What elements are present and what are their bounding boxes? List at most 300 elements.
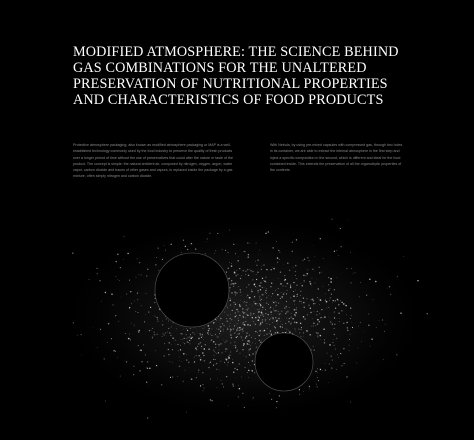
particle-dot (369, 279, 371, 281)
particle-dot (346, 314, 347, 315)
particle-dot (257, 288, 258, 289)
particle-dot (175, 340, 176, 341)
particle-dot (93, 327, 94, 328)
particle-dot (261, 299, 262, 300)
particle-dot (147, 418, 148, 419)
particle-dot (242, 393, 243, 394)
particle-dot (229, 355, 230, 356)
particle-dot (246, 332, 247, 333)
particle-dot (331, 294, 332, 295)
particle-dot (170, 335, 171, 336)
particle-dot (175, 344, 176, 345)
particle-dot (117, 357, 118, 358)
particle-dot (237, 369, 238, 370)
particle-dot (219, 344, 220, 345)
particle-dot (236, 330, 237, 331)
particle-dot (248, 275, 249, 276)
particle-dot (314, 303, 315, 304)
particle-dot (225, 250, 226, 251)
particle-dot (295, 331, 296, 332)
particle-dot (220, 327, 221, 328)
particle-dot (162, 259, 163, 260)
particle-dot (240, 289, 241, 290)
particle-dot (191, 337, 193, 339)
particle-dot (263, 316, 264, 317)
particle-dot (136, 277, 137, 278)
particle-dot (277, 294, 279, 296)
particle-dot (285, 313, 286, 314)
particle-dot (335, 349, 336, 350)
particle-dot (320, 299, 322, 301)
particle-dot (172, 362, 173, 363)
particle-dot (316, 332, 317, 333)
particle-dot (242, 340, 243, 341)
particle-dot (285, 279, 286, 280)
particle-dot (307, 257, 308, 258)
particle-dot (101, 301, 102, 302)
particle-dot (254, 301, 255, 302)
particle-dot (282, 326, 283, 327)
particle-dot (247, 372, 248, 373)
particle-dot (245, 309, 246, 310)
particle-dot (305, 275, 306, 276)
particle-dot (183, 380, 184, 381)
particle-dot (333, 342, 334, 343)
particle-dot (234, 307, 235, 308)
particle-dot (249, 297, 251, 299)
particle-dot (214, 322, 215, 323)
particle-dot (201, 348, 202, 349)
particle-dot (221, 318, 222, 319)
particle-dot (104, 358, 105, 359)
particle-dot (243, 302, 244, 303)
particle-dot (250, 243, 251, 244)
particle-dot (211, 340, 212, 341)
particle-dot (265, 320, 266, 321)
particle-dot (267, 318, 268, 319)
particle-dot (253, 313, 254, 314)
particle-dot (186, 334, 187, 335)
particle-dot (234, 291, 235, 292)
particle-dot (208, 334, 209, 335)
particle-dot (358, 326, 359, 327)
particle-dot (225, 341, 226, 342)
particle-dot (317, 319, 319, 321)
particle-dot (332, 302, 333, 303)
particle-dot (288, 311, 289, 312)
particle-dot (77, 335, 78, 336)
particle-dot (184, 343, 185, 344)
particle-dot (216, 320, 217, 321)
particle-dot (129, 280, 130, 281)
particle-dot (176, 329, 177, 330)
particle-dot (238, 320, 239, 321)
particle-dot (321, 309, 322, 310)
particle-dot (134, 325, 135, 326)
particle-dot (164, 245, 165, 246)
particle-dot (278, 288, 279, 289)
particle-dot (89, 279, 90, 280)
particle-dot (137, 293, 138, 294)
particle-dot (329, 344, 331, 346)
particle-dot (141, 361, 142, 362)
particle-dot (226, 272, 227, 273)
particle-dot (262, 309, 263, 310)
particle-dot (240, 353, 241, 354)
particle-dot (265, 313, 266, 314)
particle-dot (237, 327, 238, 328)
particle-dot (319, 321, 320, 322)
particle-dot (146, 382, 147, 383)
particle-dot (252, 353, 254, 355)
particle-dot (264, 280, 266, 282)
particle-dot (322, 370, 323, 371)
particle-dot (290, 286, 291, 287)
particle-dot (227, 309, 228, 310)
particle-dot (389, 286, 390, 287)
particle-dot (295, 290, 296, 291)
particle-dot (227, 307, 228, 308)
particle-dot (157, 320, 158, 321)
particle-dot (278, 303, 279, 304)
particle-dot (260, 308, 261, 309)
particle-dot (313, 325, 314, 326)
particle-dot (361, 341, 362, 342)
particle-dot (239, 330, 240, 331)
particle-dot (223, 340, 224, 341)
particle-dot (222, 323, 224, 325)
particle-dot (354, 332, 355, 333)
particle-dot (227, 349, 228, 350)
particle-dot (280, 272, 281, 273)
particle-dot (273, 302, 274, 303)
particle-dot (300, 295, 301, 296)
particle-dot (371, 339, 372, 340)
particle-dot (309, 386, 310, 387)
particle-dot (277, 262, 278, 263)
particle-dot (180, 339, 181, 340)
particle-dot (216, 369, 217, 370)
particle-dot (227, 268, 228, 269)
particle-dot (115, 315, 116, 316)
particle-dot (270, 308, 271, 309)
particle-dot (233, 244, 234, 245)
particle-dot (232, 383, 233, 384)
particle-dot (220, 320, 221, 321)
particle-dot (244, 251, 245, 252)
particle-dot (309, 281, 310, 282)
particle-dot (285, 323, 286, 324)
particle-dot (180, 345, 181, 346)
particle-dot (264, 331, 265, 332)
particle-dot (276, 305, 277, 306)
particle-dot (238, 256, 239, 257)
particle-dot (165, 332, 166, 333)
particle-dot (332, 360, 333, 361)
particle-dot (285, 286, 286, 287)
particle-dot (262, 322, 263, 323)
particle-dot (72, 252, 74, 254)
particle-dot (97, 268, 98, 269)
particle-dot (334, 345, 335, 346)
particle-dot (243, 270, 244, 271)
particle-dot (131, 303, 132, 304)
particle-dot (217, 379, 218, 380)
particle-dot (289, 318, 290, 319)
particle-dot (319, 272, 320, 273)
particle-dot (343, 323, 344, 324)
particle-dot (247, 324, 248, 325)
particle-dot (250, 325, 251, 326)
particle-dot (206, 241, 207, 242)
particle-dot (275, 301, 276, 302)
particle-dot (294, 321, 295, 322)
particle-dot (250, 348, 251, 349)
particle-dot (286, 307, 287, 308)
particle-dot (339, 321, 340, 322)
particle-dot (340, 228, 341, 229)
particle-dot (273, 309, 274, 310)
particle-dot (213, 350, 214, 351)
particle-dot (304, 259, 305, 260)
particle-dot (234, 342, 235, 343)
particle-dot (237, 287, 238, 288)
particle-dot (230, 334, 231, 335)
particle-dot (289, 331, 290, 332)
particle-dot (265, 290, 266, 291)
particle-dot (328, 382, 329, 383)
particle-dot (183, 342, 184, 343)
particle-dot (280, 298, 281, 299)
particle-dot (313, 322, 315, 324)
particle-dot (319, 304, 320, 305)
particle-dot (185, 370, 186, 371)
particle-dot (272, 301, 273, 302)
particle-dot (325, 300, 326, 301)
particle-dot (227, 376, 228, 377)
particle-dot (200, 359, 202, 361)
particle-dot (269, 393, 270, 394)
particle-dot (271, 282, 272, 283)
particle-dot (311, 326, 312, 327)
particle-dot (154, 332, 155, 333)
particle-dot (129, 338, 130, 339)
particle-dot (235, 304, 236, 305)
particle-dot (246, 314, 248, 316)
particle-dot (299, 301, 300, 302)
particle-dot (261, 269, 262, 270)
particle-dot (330, 297, 332, 299)
particle-dot (340, 300, 341, 301)
particle-dot (220, 361, 221, 362)
particle-dot (139, 262, 141, 264)
particle-dot (241, 336, 242, 337)
particle-dot (145, 354, 146, 355)
particle-dot (313, 346, 314, 347)
particle-dot (237, 336, 238, 337)
particle-dot (299, 332, 300, 333)
particle-dot (232, 283, 233, 284)
particle-dot (241, 338, 242, 339)
body-paragraph-left: Protective atmosphere packaging, also known as modified atmosphere packaging or MAP is a well-established technology commonly used by the food industry to preserve the quality of fresh products over a longer period of time without the use of preservatives that could alter the nature or taste of the product. The concept is simple: the natural ambient air, composed by nitrogen, oxygen, argon, water vapor, carbon dioxide and traces of other gases and vapors, is replaced inside the package by a gas mixture, often simply nitrogen and carbon dioxide. (73, 143, 234, 179)
particle-dot (196, 349, 197, 350)
particle-dot (271, 317, 272, 318)
particle-dot (273, 268, 275, 270)
particle-dot (221, 326, 222, 327)
particle-dot (147, 269, 148, 270)
particle-dot (230, 300, 232, 302)
particle-dot (227, 327, 228, 328)
particle-dot (250, 298, 251, 299)
particle-dot (120, 267, 121, 268)
particle-dot (254, 372, 255, 373)
particle-dot (334, 334, 335, 335)
particle-dot (146, 367, 147, 368)
particle-dot (210, 233, 211, 234)
particle-dot (346, 376, 348, 378)
particle-dot (292, 242, 293, 243)
particle-dot (208, 367, 209, 368)
particle-dot (317, 375, 318, 376)
particle-dot (347, 327, 349, 329)
particle-dot (294, 304, 295, 305)
particle-dot (236, 337, 237, 338)
particle-dot (351, 315, 352, 316)
particle-dot (247, 308, 248, 309)
particle-dot (235, 283, 236, 284)
particle-dot (232, 287, 233, 288)
particle-dot (216, 335, 217, 336)
particle-dot (232, 310, 233, 311)
particle-dot (244, 356, 245, 357)
particle-dot (237, 333, 238, 334)
particle-dot (244, 407, 245, 408)
particle-dot (228, 362, 229, 363)
particle-dot (260, 323, 261, 324)
particle-dot (243, 313, 244, 314)
particle-dot (151, 330, 152, 331)
particle-dot (256, 274, 257, 275)
particle-dot (403, 256, 404, 257)
particle-dot (270, 286, 271, 287)
particle-dot (239, 327, 241, 329)
particle-dot (250, 270, 252, 272)
particle-dot (147, 368, 148, 369)
particle-dot (328, 307, 329, 308)
particle-dot (235, 347, 236, 348)
particle-dot (237, 260, 239, 262)
particle-dot (242, 323, 243, 324)
particle-dot (164, 355, 165, 356)
particle-dot (278, 311, 279, 312)
particle-dot (200, 342, 201, 343)
particle-dot (274, 310, 275, 311)
particle-dot (303, 260, 304, 261)
particle-dot (223, 386, 224, 387)
particle-dot (187, 249, 188, 250)
particle-dot (147, 361, 149, 363)
particle-dot (303, 297, 304, 298)
particle-dot (250, 313, 251, 314)
particle-dot (266, 288, 267, 289)
particle-dot (259, 254, 260, 255)
particle-dot (221, 352, 222, 353)
particle-dot (248, 254, 249, 255)
particle-dot (290, 285, 291, 286)
particle-dot (295, 300, 296, 301)
particle-dot (397, 276, 398, 277)
particle-dot (157, 319, 158, 320)
particle-dot (280, 321, 281, 322)
particle-dot (204, 388, 205, 389)
particle-dot (292, 318, 293, 319)
particle-dot (289, 270, 290, 271)
particle-dot (276, 241, 277, 242)
particle-dot (233, 273, 234, 274)
particle-dot (253, 321, 254, 322)
particle-dot (260, 285, 261, 286)
particle-dot (315, 371, 316, 372)
particle-dot (309, 260, 310, 261)
particle-dot (332, 219, 333, 220)
particle-dot (267, 314, 268, 315)
particle-dot (281, 292, 282, 293)
particle-dot (216, 336, 217, 337)
particle-dot (164, 343, 165, 344)
particle-dot (202, 336, 203, 337)
particle-dot (265, 309, 266, 310)
particle-dot (301, 301, 302, 302)
particle-dot (231, 319, 233, 321)
particle-dot (202, 372, 203, 373)
particle-dot (251, 289, 252, 290)
particle-dot (252, 400, 253, 401)
particle-dot (210, 378, 211, 379)
particle-dot (286, 301, 287, 302)
particle-dot (271, 296, 272, 297)
particle-dot (236, 366, 237, 367)
particle-dot (183, 329, 184, 330)
particle-dot (218, 345, 219, 346)
particle-dot (229, 262, 230, 263)
particle-dot (244, 251, 245, 252)
particle-dot (214, 355, 215, 356)
particle-dot (242, 349, 243, 350)
particle-dot (330, 321, 331, 322)
particle-dot (177, 344, 178, 345)
particle-dot (338, 255, 339, 256)
particle-dot (262, 339, 263, 340)
particle-dot (264, 288, 265, 289)
particle-dot (236, 351, 237, 352)
particle-dot (227, 328, 228, 329)
particle-dot (353, 273, 354, 274)
particle-dot (250, 315, 251, 316)
particle-dot (265, 292, 266, 293)
particle-dot (301, 327, 302, 328)
particle-dot (269, 319, 270, 320)
particle-dot (271, 334, 272, 335)
particle-dot (330, 265, 331, 266)
particle-dot (194, 334, 195, 335)
particle-dot (117, 279, 118, 280)
particle-dot (262, 319, 263, 320)
particle-dot (284, 307, 285, 308)
particle-dot (288, 304, 289, 305)
particle-dot (309, 334, 311, 336)
particle-dot (343, 303, 345, 305)
particle-dot (294, 328, 295, 329)
